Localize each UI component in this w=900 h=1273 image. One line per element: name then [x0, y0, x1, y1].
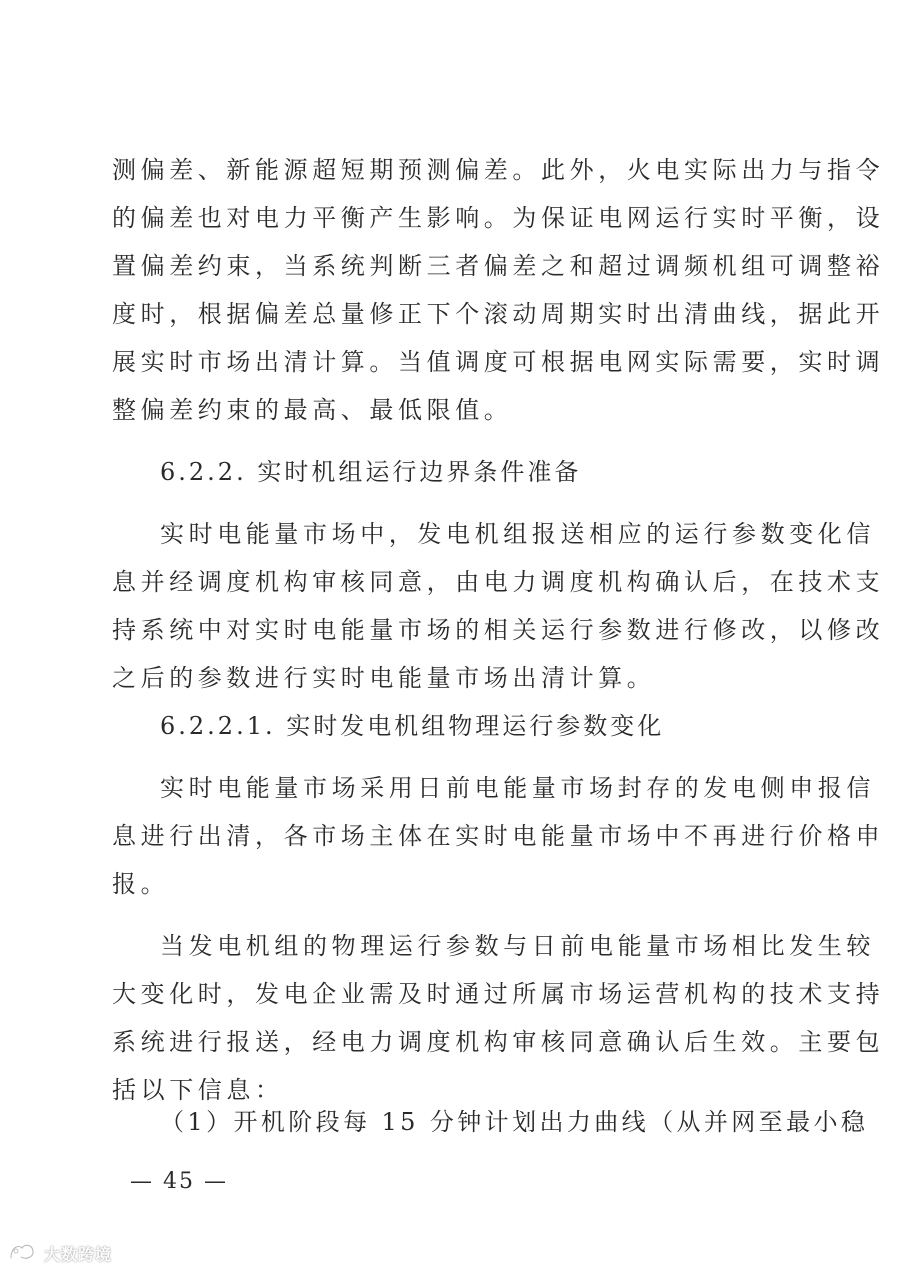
page-number: — 45 — — [130, 1169, 228, 1194]
body-line: 实时电能量市场中，发电机组报送相应的运行参数变化信 — [160, 520, 875, 548]
body-line: 报。 — [112, 870, 170, 898]
list-item-1: （1）开机阶段每 15 分钟计划出力曲线（从并网至最小稳 — [160, 1108, 869, 1136]
body-line: 测偏差、新能源超短期预测偏差。此外，火电实际出力与指令 — [112, 156, 885, 184]
body-line: 度时，根据偏差总量修正下个滚动周期实时出清曲线，据此开 — [112, 300, 885, 328]
watermark-text: 大数跨境 — [44, 1244, 113, 1264]
watermark-logo-icon — [8, 1240, 38, 1266]
body-line: 整偏差约束的最高、最低限值。 — [112, 396, 513, 424]
body-line: 展实时市场出清计算。当值调度可根据电网实际需要，实时调 — [112, 348, 885, 376]
body-line: 持系统中对实时电能量市场的相关运行参数进行修改，以修改 — [112, 616, 885, 644]
section-heading-6-2-2-1: 6.2.2.1. 实时发电机组物理运行参数变化 — [160, 712, 665, 740]
section-heading-6-2-2: 6.2.2. 实时机组运行边界条件准备 — [160, 458, 582, 486]
body-line: 的偏差也对电力平衡产生影响。为保证电网运行实时平衡，设 — [112, 204, 885, 232]
body-line: 息进行出清，各市场主体在实时电能量市场中不再进行价格申 — [112, 822, 885, 850]
body-line: 实时电能量市场采用日前电能量市场封存的发电侧申报信 — [160, 774, 875, 802]
body-line: 息并经调度机构审核同意，由电力调度机构确认后，在技术支 — [112, 568, 885, 596]
body-line: 置偏差约束，当系统判断三者偏差之和超过调频机组可调整裕 — [112, 252, 885, 280]
body-line: 系统进行报送，经电力调度机构审核同意确认后生效。主要包 — [112, 1028, 885, 1056]
body-line: 当发电机组的物理运行参数与日前电能量市场相比发生较 — [160, 932, 875, 960]
watermark — [8, 1240, 112, 1266]
body-line: 大变化时，发电企业需及时通过所属市场运营机构的技术支持 — [112, 980, 885, 1008]
body-line: 括以下信息： — [112, 1076, 284, 1104]
body-line: 之后的参数进行实时电能量市场出清计算。 — [112, 664, 656, 692]
